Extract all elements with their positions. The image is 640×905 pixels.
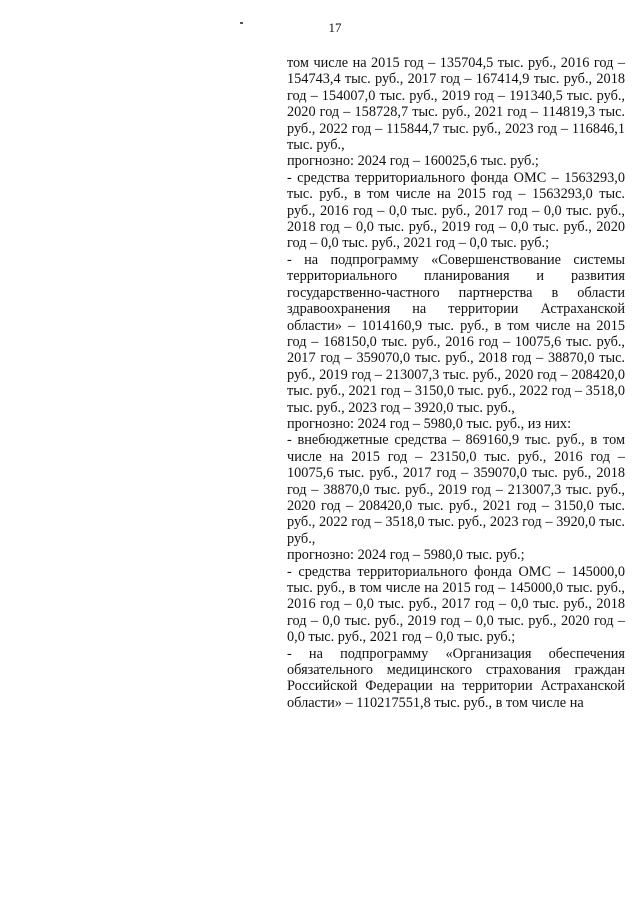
document-text-column [287, 55, 625, 711]
paragraph-extrabudgetary-funds: - внебюджетные средства – 869160,9 тыс. руб., в том числе на 2015 год – 23150,0 тыс. руб., 2016 год – 10075,6 тыс. руб., 2017 год – 359070,0 тыс. руб., 2018 год – 38870,0 тыс. руб., 2019 год – 213007,3 тыс. руб., 2020 год – 208420,0 тыс. руб., 2021 год – 3150,0 тыс. руб., 2022 год – 3518,0 тыс. руб., 2023 год – 3920,0 тыс. руб., [287, 432, 625, 547]
scan-speck [240, 22, 243, 24]
paragraph-subprogram-insurance: - на подпрограмму «Организация обеспечения обязательного медицинского страхования граждан Российской Федерации на территории Астраханской области» – 110217551,8 тыс. руб., в том числе на [287, 645, 625, 711]
paragraph-forecast-2024: прогнозно: 2024 год – 160025,6 тыс. руб.; [287, 153, 539, 170]
paragraph-forecast-2024-extrabudgetary: прогнозно: 2024 год – 5980,0 тыс. руб.; [287, 547, 525, 564]
paragraph-oms-fund-subprogram: - средства территориального фонда ОМС – 145000,0 тыс. руб., в том числе на 2015 год – 145000,0 тыс. руб., 2016 год – 0,0 тыс. руб., 2017 год – 0,0 тыс. руб., 2018 год – 0,0 тыс. руб., 2019 год – 0,0 тыс. руб., 2020 год – 0,0 тыс. руб., 2021 год – 0,0 тыс. руб.; [287, 563, 625, 646]
paragraph-funding-2015-2023: том числе на 2015 год – 135704,5 тыс. руб., 2016 год – 154743,4 тыс. руб., 2017 год – 167414,9 тыс. руб., 2018 год – 154007,0 тыс. руб., 2019 год – 191340,5 тыс. руб., 2020 год – 158728,7 тыс. руб., 2021 год – 114819,3 тыс. руб., 2022 год – 115844,7 тыс. руб., 2023 год – 116846,1 тыс. руб., [287, 55, 625, 154]
page-number: 17 [328, 20, 342, 35]
paragraph-oms-fund: - средства территориального фонда ОМС – 1563293,0 тыс. руб., в том числе на 2015 год – 1563293,0 тыс. руб., 2016 год – 0,0 тыс. руб., 2017 год – 0,0 тыс. руб., 2018 год – 0,0 тыс. руб., 2019 год – 0,0 тыс. руб., 2020 год – 0,0 тыс. руб., 2021 год – 0,0 тыс. руб.; [287, 169, 625, 252]
paragraph-forecast-2024-sources: прогнозно: 2024 год – 5980,0 тыс. руб., из них: [287, 415, 572, 432]
paragraph-subprogram-planning: - на подпрограмму «Совершенствование системы территориального планирования и развития государственно-частного партнерства в области здравоохранения на территории Астраханской области» – 1014160,9 тыс. руб., в том числе на 2015 год – 168150,0 тыс. руб., 2016 год – 10075,6 тыс. руб., 2017 год – 359070,0 тыс. руб., 2018 год – 38870,0 тыс. руб., 2019 год – 213007,3 тыс. руб., 2020 год – 208420,0 тыс. руб., 2021 год – 3150,0 тыс. руб., 2022 год – 3518,0 тыс. руб., 2023 год – 3920,0 тыс. руб., [287, 251, 625, 416]
